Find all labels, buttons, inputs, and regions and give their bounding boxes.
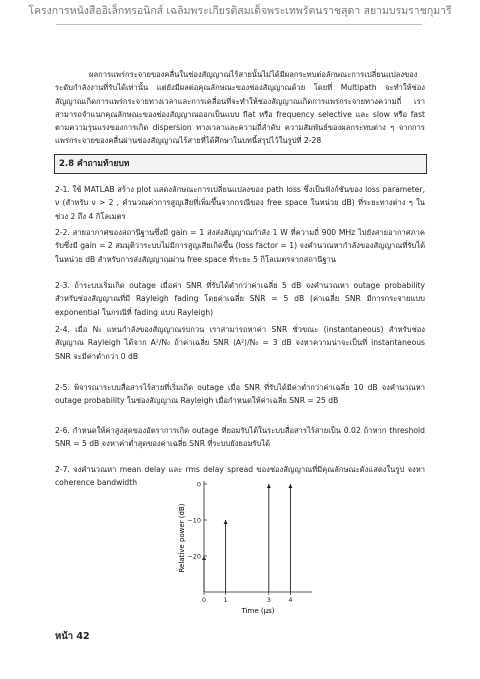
page-number: หน้า 42 xyxy=(55,631,90,642)
x-tick-label: 0 xyxy=(201,596,207,604)
chart-y-axis-label: Relative power (dB) xyxy=(178,503,186,573)
impulse-arrowhead xyxy=(267,484,271,488)
y-tick-label: −20 xyxy=(187,552,201,561)
question-2-3: 2-3. ถ้าระบบเริ่มเกิด outage เมื่อค่า SNR ที่รับได้ต่ำกว่าค่าเฉลี่ย 5 dB จงคำนวณหา outage probability สำหรับช่องสัญญาณที่มี Rayleigh fading โดยค่าเฉลี่ย SNR = 5 dB (ค่าเฉลี่ย SNR มีการกระจายแบบ exponential ในกรณีที่ fading แบบ Rayleigh) xyxy=(55,281,425,317)
chart-axes xyxy=(204,481,312,592)
intro-paragraph: ผลการแพร่กระจายของคลื่นในช่องสัญญาณไร้สายนั้นไม่ได้มีผลกระทบต่อลักษณะการเปลี่ยนแปลงของระดับกำลังงานที่รับได้เท่านั้น แต่ยังมีผลต่อคุณลักษณะของช่องสัญญาณด้วย โดยที่ Multipath จะทำให้ช่องสัญญาณเกิดการแพร่กระจายทางเวลาและการเคลื่อนที่จะทำให้ช่องสัญญาณเกิดการแพร่กระจายทางความถี่ เราสามารถจำแนกคุณลักษณะของช่องสัญญาณออกเป็นแบบ flat หรือ frequency selective และ slow หรือ fast ตามความรุนแรงของการเกิด dispersion ทางเวลาและความถี่ลำดับ ความสัมพันธ์ของผลกระทบต่าง ๆ จากการแพร่กระจายของคลื่นผ่านช่องสัญญาณไร้สายที่ได้ศึกษาในบทนี้สรุปไว้ในรูปที่ 2-28 xyxy=(55,70,425,146)
question-2-1: 2-1. ใช้ MATLAB สร้าง plot แสดงลักษณะการเปลี่ยนแปลงของ path loss ซึ่งเป็นฟังก์ชันของ loss parameter, ν (สำหรับ ν > 2 , คำนวณค่าการสูญเสียที่เพิ่มขึ้นจากกรณีของ free space ในหน่วย dB) ที่ระยะทางต่าง ๆ ในช่วง 2 ถึง 4 กิโลเมตร xyxy=(55,185,425,221)
power-delay-profile-chart xyxy=(176,477,316,617)
y-tick-label: −10 xyxy=(187,516,201,525)
question-2-5: 2-5. พิจารณาระบบสื่อสารไร้สายที่เริ่มเกิด outage เมื่อ SNR ที่รับได้มีค่าต่ำกว่าค่าเฉลี่ย 10 dB จงคำนวณหา outage probability ในช่องสัญญาณ Rayleigh เมื่อกำหนดให้ค่าเฉลี่ย SNR = 25 dB xyxy=(55,383,425,406)
chart-x-axis-label: Time (μs) xyxy=(241,607,275,615)
impulse-arrowhead xyxy=(288,484,292,488)
impulse-arrowhead xyxy=(224,520,228,524)
x-tick-label: 4 xyxy=(288,596,293,604)
question-2-6: 2-6. กำหนดให้ค่าสูงสุดของอัตราการเกิด outage ที่ยอมรับได้ในระบบสื่อสารไร้สายเป็น 0.02 ถ้าหาก threshold SNR = 5 dB จงหาค่าต่ำสุดของค่าเฉลี่ย SNR ที่ระบบยังยอมรับได้ xyxy=(55,426,425,449)
question-2-2: 2-2. สายอากาศของสถานีฐานซึ่งมี gain = 1 ส่งส่งสัญญาณกำลัง 1 W ที่ความถี่ 900 MHz ไปยังสายอากาศภาครับซึ่งมี gain = 2 สมมุติว่าระบบไม่มีการสูญเสียเกิดขึ้น (loss factor = 1) จงคำนวณหากำลังของสัญญาณที่รับได้ในหน่วย dB สำหรับการส่งสัญญาณผ่าน free space ที่ระยะ 5 กิโลเมตรจากสถานีฐาน xyxy=(55,228,425,264)
section-title: 2.8 คำถามท้ายบท xyxy=(59,159,130,169)
question-2-7: 2-7. จงคำนวณหา mean delay และ rms delay spread ของช่องสัญญาณที่มีคุณลักษณะดังแสดงในรูป จงหา coherence bandwidth xyxy=(55,465,425,488)
section-heading-box xyxy=(54,154,427,174)
x-tick-label: 3 xyxy=(266,596,271,604)
y-tick-label: 0 xyxy=(196,480,201,489)
book-header: โครงการหนังสืออิเล็กทรอนิกส์ เฉลิมพระเกียรติสมเด็จพระเทพรัตนราชสุดา สยามบรมราชกุมารี xyxy=(28,5,452,17)
chart-marks xyxy=(202,484,292,592)
x-tick-label: 1 xyxy=(223,596,228,604)
header-divider xyxy=(56,24,422,25)
question-2-4: 2-4. เมื่อ N₀ แทนกำลังของสัญญาณรบกวน เราสามารถหาค่า SNR ชั่วขณะ (instantaneous) สำหรับช่องสัญญาณ Rayleigh ได้จาก A²/N₀ ถ้าค่าเฉลี่ย SNR ⟨A²⟩/N₀ = 3 dB จงหาความน่าจะเป็นที่ instantaneous SNR จะมีค่าต่ำกว่า 0 dB xyxy=(55,325,425,361)
impulse-arrowhead xyxy=(202,556,206,560)
chart-ticks xyxy=(187,481,292,605)
